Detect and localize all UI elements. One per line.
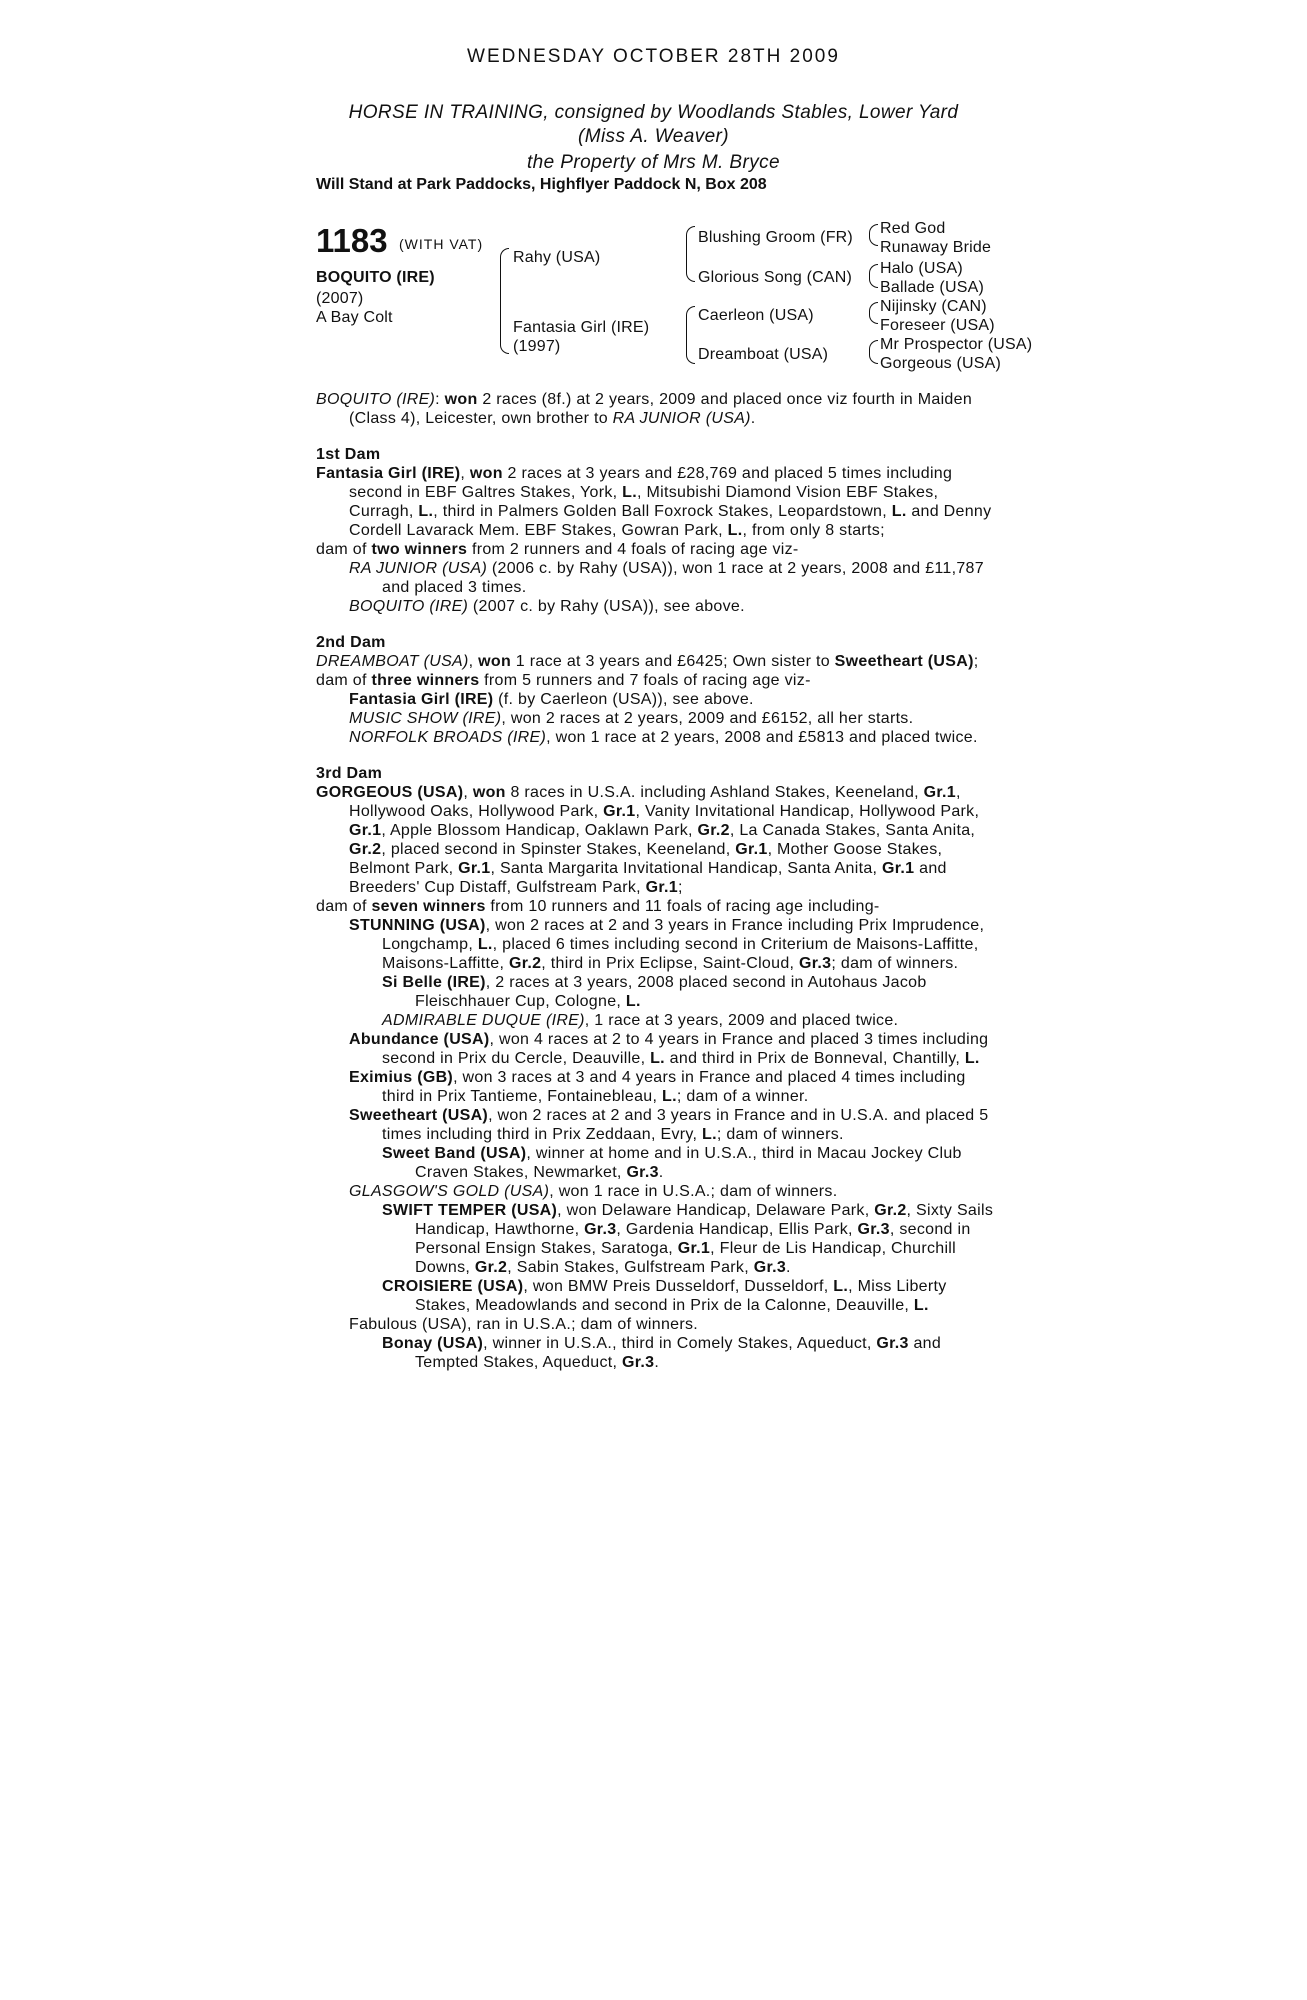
second-dam-produce: dam of three winners from 5 runners and 7 foals of racing age viz- [316, 672, 811, 689]
pedigree-ggp: Mr Prospector (USA) [880, 336, 1033, 353]
list-item: STUNNING (USA), won 2 races at 2 and 3 years in France including Prix Imprudence, Longchamp, L., placed 6 times including second in Criterium de Maisons-Laffitte, Maisons-Laffitte, Gr.2, third in Prix Eclipse, Saint-Cloud, Gr.3; dam of winners. [349, 917, 985, 972]
pedigree-ggp: Nijinsky (CAN) [880, 298, 987, 315]
first-dam-heading: 1st Dam [316, 446, 381, 463]
stand-line: Will Stand at Park Paddocks, Highflyer Paddock N, Box 208 [316, 176, 767, 193]
horse-description: A Bay Colt [316, 309, 393, 326]
horse-name: BOQUITO (IRE) [316, 269, 435, 286]
third-dam-produce: dam of seven winners from 10 runners and 11 foals of racing age including- [316, 898, 880, 915]
pedigree-dam-sire: Caerleon (USA) [698, 307, 814, 324]
property-line: the Property of Mrs M. Bryce [527, 152, 780, 173]
consignment-line: HORSE IN TRAINING, consigned by Woodlands Stables, Lower Yard [348, 102, 959, 123]
summary-horse-name: BOQUITO (IRE) [316, 391, 436, 408]
third-dam-heading: 3rd Dam [316, 765, 383, 782]
list-item: CROISIERE (USA), won BMW Preis Dusseldorf, Dusseldorf, L., Miss Liberty Stakes, Meadowlands and second in Prix de la Calonne, Deauville, L. [382, 1278, 947, 1314]
pedigree-bracket [869, 340, 878, 364]
list-item: GLASGOW'S GOLD (USA), won 1 race in U.S.A.; dam of winners. [349, 1183, 838, 1200]
list-item: Fantasia Girl (IRE) (f. by Caerleon (USA)), see above. [349, 691, 754, 708]
summary-brother: RA JUNIOR (USA) [612, 410, 751, 427]
summary-paragraph: BOQUITO (IRE): won 2 races (8f.) at 2 years, 2009 and placed once viz fourth in Maiden (Class 4), Leicester, own brother to RA JUNIOR (USA). [316, 391, 973, 427]
pedigree-ggp: Halo (USA) [880, 260, 963, 277]
pedigree-sire-dam: Glorious Song (CAN) [698, 269, 853, 286]
pedigree-sire-sire: Blushing Groom (FR) [698, 229, 853, 246]
list-item: RA JUNIOR (USA) (2006 c. by Rahy (USA)), won 1 race at 2 years, 2008 and £11,787 and placed 3 times. [349, 560, 984, 596]
pedigree-bracket [686, 226, 695, 282]
list-item: MUSIC SHOW (IRE), won 2 races at 2 years, 2009 and £6152, all her starts. [349, 710, 914, 727]
horse-year: (2007) [316, 290, 364, 307]
pedigree-sire: Rahy (USA) [513, 249, 601, 266]
list-item: Si Belle (IRE), 2 races at 3 years, 2008 placed second in Autohaus Jacob Fleischhauer Cup, Cologne, L. [382, 974, 927, 1010]
lot-number: 1183 [316, 222, 388, 259]
pedigree-body [316, 390, 996, 1372]
list-item: Fabulous (USA), ran in U.S.A.; dam of winners. [349, 1316, 699, 1333]
pedigree-ggp: Gorgeous (USA) [880, 355, 1002, 372]
list-item: Eximius (GB), won 3 races at 3 and 4 years in France and placed 4 times including third in Prix Tantieme, Fontainebleau, L.; dam of a winner. [349, 1069, 966, 1105]
pedigree-bracket [500, 248, 509, 354]
pedigree-bracket [869, 302, 878, 324]
lot-vat: (WITH VAT) [399, 236, 484, 252]
pedigree-ggp: Foreseer (USA) [880, 317, 995, 334]
trainer-line: (Miss A. Weaver) [577, 126, 730, 147]
third-dam-record: GORGEOUS (USA), won 8 races in U.S.A. including Ashland Stakes, Keeneland, Gr.1, Hollywood Oaks, Hollywood Park, Gr.1, Vanity Invitational Handicap, Hollywood Park, Gr.1, Apple Blossom Handicap, Oaklawn Park, Gr.2, La Canada Stakes, Santa Anita, Gr.2, placed second in Spinster Stakes, Keeneland, Gr.1, Mother Goose Stakes, Belmont Park, Gr.1, Santa Margarita Invitational Handicap, Santa Anita, Gr.1 and Breeders' Cup Distaff, Gulfstream Park, Gr.1; [316, 784, 980, 896]
pedigree-dam-year: (1997) [513, 338, 561, 355]
pedigree-bracket [686, 306, 695, 364]
list-item: Bonay (USA), winner in U.S.A., third in Comely Stakes, Aqueduct, Gr.3 and Tempted Stakes, Aqueduct, Gr.3. [382, 1335, 942, 1371]
pedigree-ggp: Runaway Bride [880, 239, 992, 256]
list-item: Abundance (USA), won 4 races at 2 to 4 years in France and placed 3 times including second in Prix du Cercle, Deauville, L. and third in Prix de Bonneval, Chantilly, L. [349, 1031, 989, 1067]
list-item: Sweet Band (USA), winner at home and in U.S.A., third in Macau Jockey Club Craven Stakes, Newmarket, Gr.3. [382, 1145, 962, 1181]
first-dam-record: Fantasia Girl (IRE), won 2 races at 3 years and £28,769 and placed 5 times including second in EBF Galtres Stakes, York, L., Mitsubishi Diamond Vision EBF Stakes, Curragh, L., third in Palmers Golden Ball Foxrock Stakes, Leopardstown, L. and Denny Cordell Lavarack Mem. EBF Stakes, Gowran Park, L., from only 8 starts; [316, 465, 992, 539]
pedigree-dam-dam: Dreamboat (USA) [698, 346, 829, 363]
second-dam-heading: 2nd Dam [316, 634, 386, 651]
list-item: SWIFT TEMPER (USA), won Delaware Handicap, Delaware Park, Gr.2, Sixty Sails Handicap, Hawthorne, Gr.3, Gardenia Handicap, Ellis Park, Gr.3, second in Personal Ensign Stakes, Saratoga, Gr.1, Fleur de Lis Handicap, Churchill Downs, Gr.2, Sabin Stakes, Gulfstream Park, Gr.3. [382, 1202, 994, 1276]
list-item: ADMIRABLE DUQUE (IRE), 1 race at 3 years, 2009 and placed twice. [382, 1012, 899, 1029]
list-item: BOQUITO (IRE) (2007 c. by Rahy (USA)), see above. [349, 598, 745, 615]
list-item: Sweetheart (USA), won 2 races at 2 and 3 years in France and in U.S.A. and placed 5 times including third in Prix Zeddaan, Evry, L.; dam of winners. [349, 1107, 989, 1143]
pedigree-dam: Fantasia Girl (IRE) [513, 319, 650, 336]
pedigree-ggp: Ballade (USA) [880, 279, 984, 296]
sale-date: WEDNESDAY OCTOBER 28TH 2009 [467, 46, 840, 67]
pedigree-bracket [869, 264, 878, 288]
list-item: NORFOLK BROADS (IRE), won 1 race at 2 years, 2008 and £5813 and placed twice. [349, 729, 978, 746]
pedigree-bracket [869, 224, 878, 246]
pedigree-ggp: Red God [880, 220, 946, 237]
second-dam-record: DREAMBOAT (USA), won 1 race at 3 years and £6425; Own sister to Sweetheart (USA); [316, 653, 979, 670]
first-dam-produce: dam of two winners from 2 runners and 4 foals of racing age viz- [316, 541, 799, 558]
